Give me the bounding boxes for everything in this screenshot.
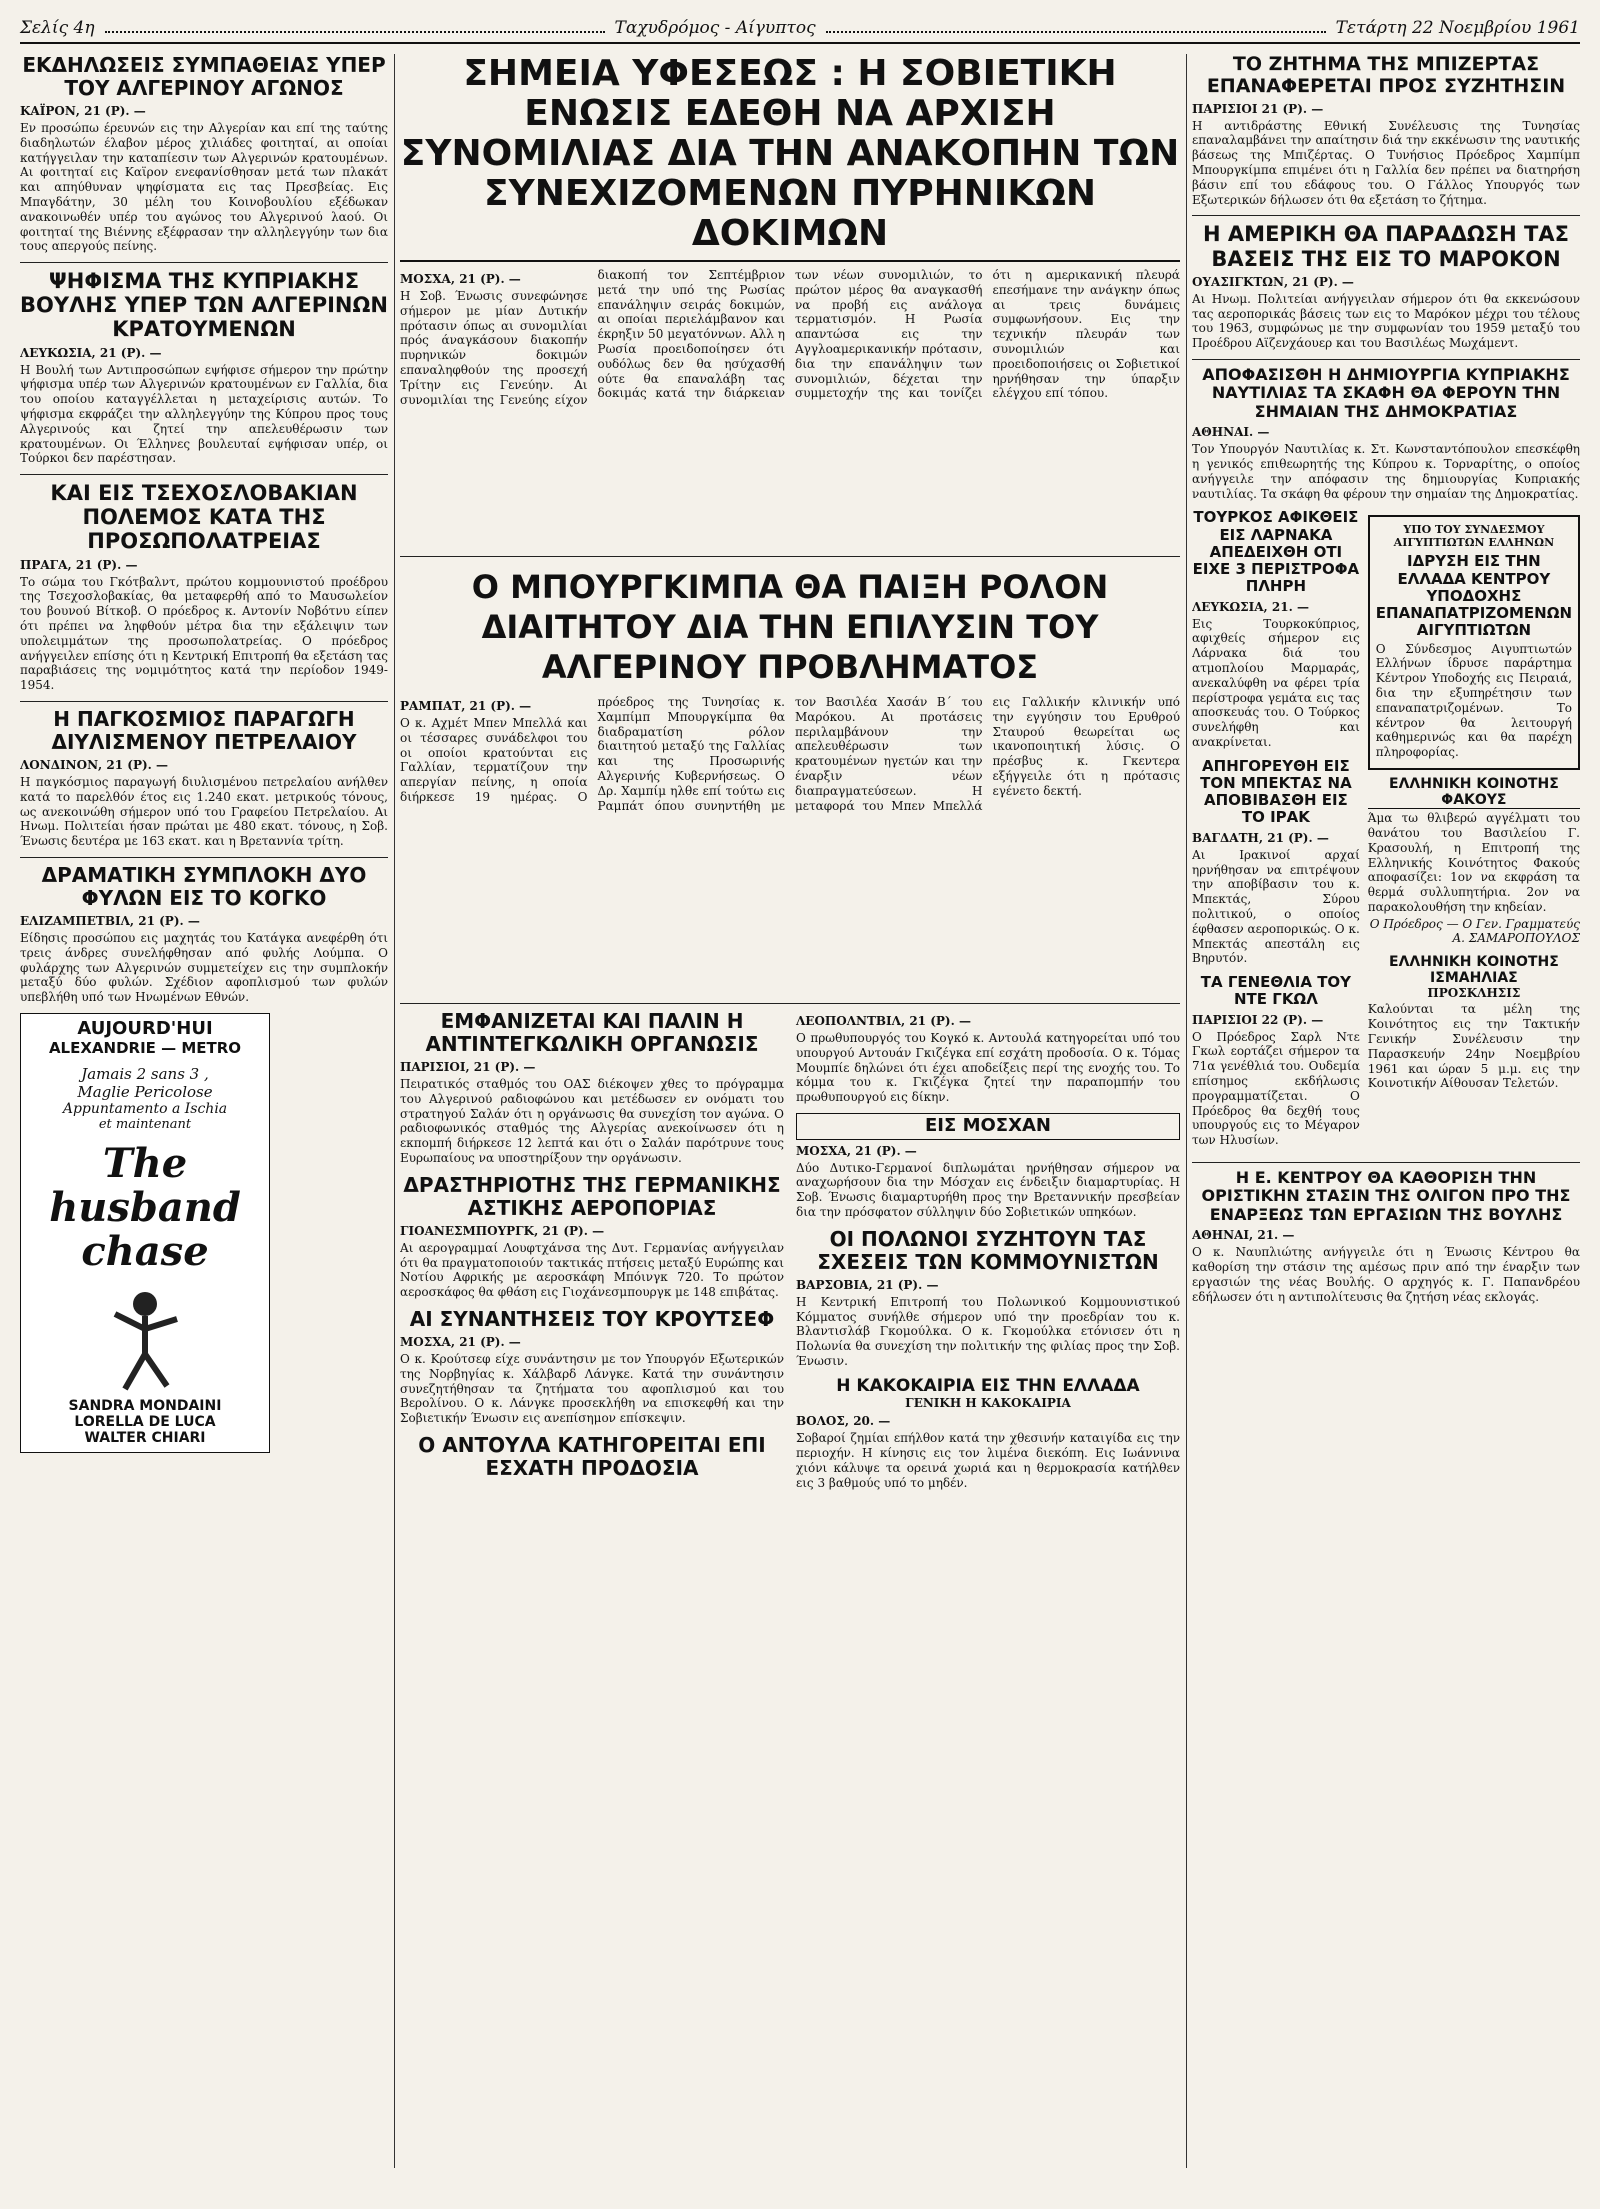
dateline: ΜΟΣΧΑ, 21 (Ρ). — <box>796 1143 917 1158</box>
dateline: ΑΘΗΝΑΙ. — <box>1192 425 1270 440</box>
article-body: Αι αερογραμμαί Λουφτχάνσα της Δυτ. Γερμανίας ανήγγειλαν ότι θα πραγματοποιούν τακτικάς πτήσεις μεταξύ Ευρώπης και Νοτίου Αφρικής με αεροσκάφη Μπόινγκ 720. Το πρώτον αεροσκάφος θα φθάση εις Γιοχάνεσμπουργκ με 148 επιβάτας. <box>400 1240 784 1300</box>
lower-articles <box>400 1010 1180 1491</box>
dateline: ΛΕΥΚΩΣΙΑ, 21. — <box>1192 599 1309 614</box>
main-headline: ΣΗΜΕΙΑ ΥΦΕΣΕΩΣ : Η ΣΟΒΙΕΤΙΚΗ ΕΝΩΣΙΣ ΕΔΕΘΗ ΝΑ ΑΡΧΙΣΗ ΣΥΝΟΜΙΛΙΑΣ ΔΙΑ ΤΗΝ ΑΝΑΚΟΠΗΝ ΤΩΝ ΣΥΝΕΧΙΖΟΜΕΝΩΝ ΠΥΡΗΝΙΚΩΝ ΔΟΚΙΜΩΝ <box>400 54 1180 262</box>
dateline: ΟΥΑΣΙΓΚΤΩΝ, 21 (Ρ). — <box>1192 274 1354 289</box>
notice-title: ΙΔΡΥΣΗ ΕΙΣ ΤΗΝ ΕΛΛΑΔΑ ΚΕΝΤΡΟΥ ΥΠΟΔΟΧΗΣ ΕΠΑΝΑΠΑΤΡΙΖΟΜΕΝΩΝ ΑΙΓΥΠΤΙΩΤΩΝ <box>1375 552 1572 640</box>
dateline: ΡΑΜΠΑΤ, 21 (Ρ). — <box>400 699 532 713</box>
dateline: ΛΟΝΔΙΝΟΝ, 21 (Ρ). — <box>20 757 169 772</box>
divider <box>1192 1162 1580 1163</box>
column-rule <box>1186 54 1187 2168</box>
article <box>400 1174 784 1300</box>
dateline: ΑΘΗΝΑΙ, 21. — <box>1192 1228 1295 1243</box>
article-title: Ο ΑΝΤΟΥΛΑ ΚΑΤΗΓΟΡΕΙΤΑΙ ΕΠΙ ΕΣΧΑΤΗ ΠΡΟΔΟΣΙΑ <box>418 1432 766 1480</box>
ad-film-title: The husband chase <box>49 1139 241 1275</box>
article-body: Ο πρωθυπουργός του Κογκό κ. Αντουλά κατηγορείται υπό του υπουργού Αντουάν Γκιζέγκα επί εσχάτη προδοσία. Ο κ. Τόμας Μουμπίε δηλώνει ότι έχει αποδείξεις περί της ενοχής του. Το κόμμα του κ. Γκιζέγκα ζητεί την παραπομπήν του πρωθυπουργού εις δίκην. <box>796 1031 1180 1105</box>
second-article <box>400 563 1180 995</box>
article <box>1192 1169 1580 1304</box>
article-body: Η αντιδράστης Εθνική Συνέλευσις της Τυνησίας επαναλαμβάνει την απαίτησιν διά την εκκένωσιν της ναυτικής βάσεως της Μπιζέρτας. Ο Τυνήσιος Πρόεδρος Χαμπίμπ Μπουργκίμπα επιμένει ότι η Γαλλία δεν πρέπει να διατηρήση βάσιν επί του εδάφους του. Ο Γάλλος Υπουργός των Εξωτερικών δήλωσεν ότι θα εξετάση το ζήτημα. <box>1192 118 1580 207</box>
article <box>1192 222 1580 350</box>
article-body: Το σώμα του Γκότβαλντ, πρώτου κομμουνιστού προέδρου της Τσεχοσλοβακίας, θα μεταφερθή από το Μαυσωλείον του βουνού Βίτκοβ. Ο πρόεδρος κ. Αντονίν Νοβότνυ είπεν ότι πρέπει να ληφθούν μέτρα δια την εξάλειψιν των υπολειμμάτων της προσωπολατρείας. Ο πρόεδρος ανήγγειλεν επίσης ότι η Κεντρική Επιτροπή θα εξετάση τας παραβιάσεις της νομιμότητος κατά την περίοδον 1949-1954. <box>20 574 388 693</box>
dateline: ΛΕΥΚΩΣΙΑ, 21 (Ρ). — <box>20 345 162 360</box>
subcolumn <box>1192 509 1360 1156</box>
notice <box>1368 954 1580 1091</box>
article <box>400 1308 784 1426</box>
cinema-advertisement <box>20 1013 270 1453</box>
column-2-3 <box>400 54 1180 2168</box>
masthead <box>20 18 1580 44</box>
article-body: Είδησις προσώπου εις μαχητάς του Κατάγκα ανεφέρθη ότι τρεις άνδρες συνελήφθησαν από φυλής Λούμπα. Ο φυλάρχης των Αλγερινών συμμετείχεν εις την συμπλοκήν μεταξύ δύο φυλών. Σχέδιον αφοπλισμού των φυλών υπεβλήθη υπό των Ηνωμένων Εθνών. <box>20 930 388 1005</box>
divider <box>1192 215 1580 216</box>
notice-title: ΕΛΛΗΝΙΚΗ ΚΟΙΝΟΤΗΣ ΦΑΚΟΥΣ <box>1368 776 1580 809</box>
column-rule <box>394 54 395 2168</box>
article-title: ΨΗΦΙΣΜΑ ΤΗΣ ΚΥΠΡΙΑΚΗΣ ΒΟΥΛΗΣ ΥΠΕΡ ΤΩΝ ΑΛΓΕΡΙΝΩΝ ΚΡΑΤΟΥΜΕΝΩΝ <box>20 269 388 342</box>
article-title: ΕΙΣ ΜΟΣΧΑΝ <box>796 1113 1180 1140</box>
article-title: ΔΡΑΜΑΤΙΚΗ ΣΥΜΠΛΟΚΗ ΔΥΟ ΦΥΛΩΝ ΕΙΣ ΤΟ ΚΟΓΚΟ <box>41 862 367 910</box>
notice-body: Καλούνται τα μέλη της Κοινότητος εις την Τακτικήν Γενικήν Συνέλευσιν την Παρασκευήν 24ην Νοεμβρίου 1961 και ώραν 5 μ.μ. εις την Κοινοτικήν Αίθουσαν Τελετών. <box>1367 1002 1580 1091</box>
article-body: Η Βουλή των Αντιπροσώπων εψήφισε σήμερον την πρώτην ψήφισμα υπέρ των Αλγερινών κρατουμένων εν Γαλλία, δια του οποίου καταγγέλλεται η μεταχείρισις αυτών. Το ψήφισμα εκφράζει την αλληλεγγύην της Κύπρου προς τους Αλγερινούς και ζητεί την απελευθέρωσιν των κρατουμένων. Οι Έλληνες βουλευταί εψήφισαν υπέρ, οι Τούρκοι δεν παρέστησαν. <box>20 362 388 466</box>
split-row <box>1192 509 1580 1156</box>
notice-header: ΥΠΟ ΤΟΥ ΣΥΝΔΕΣΜΟΥ ΑΙΓΥΠΤΙΩΤΩΝ ΕΛΛΗΝΩΝ <box>1393 523 1555 550</box>
dancer-illustration <box>85 1284 205 1394</box>
article-title: ΤΟ ΖΗΤΗΜΑ ΤΗΣ ΜΠΙΖΕΡΤΑΣ ΕΠΑΝΑΦΕΡΕΤΑΙ ΠΡΟΣ ΣΥΖΗΤΗΣΙΝ <box>1206 54 1566 97</box>
article-title: ΤΑ ΓΕΝΕΘΛΙΑ ΤΟΥ ΝΤΕ ΓΚΩΛ <box>1200 973 1352 1009</box>
main-article <box>400 54 1180 548</box>
article <box>1192 366 1580 501</box>
article-title: ΕΜΦΑΝΙΖΕΤΑΙ ΚΑΙ ΠΑΛΙΝ Η ΑΝΤΙΝΤΕΓΚΩΛΙΚΗ ΟΡΓΑΝΩΣΙΣ <box>425 1009 759 1056</box>
article <box>1192 54 1580 207</box>
article <box>796 1113 1180 1220</box>
divider <box>20 857 388 858</box>
article-body: Αι Ηνωμ. Πολιτείαι ανήγγειλαν σήμερον ότι θα εκκενώσουν τας αεροπορικάς βάσεις των εις το Μαρόκον μέχρι του τέλους του 1963, συμφώνως με την συμφωνίαν του 1959 μεταξύ του Προέδρου Αϊζενχάουερ και του Βασιλέως Μωχάμεντ. <box>1192 291 1580 351</box>
ad-cast: SANDRA MONDAINI <box>68 1397 222 1414</box>
article-title: ΑΙ ΣΥΝΑΝΤΗΣΕΙΣ ΤΟΥ ΚΡΟΥΤΣΕΦ <box>409 1306 775 1331</box>
article-body: Αι Ιρακινοί αρχαί ηρνήθησαν να επιτρέψουν την αποβίβασιν του κ. Μπεκτάς, Σύρου πολιτικού, ο οποίος έφθασεν αεροπορικώς. Ο κ. Μπεκτάς απεστάλη εις Βηρυτόν. <box>1192 847 1360 966</box>
article-title: ΔΡΑΣΤΗΡΙΟΤΗΣ ΤΗΣ ΓΕΡΜΑΝΙΚΗΣ ΑΣΤΙΚΗΣ ΑΕΡΟΠΟΡΙΑΣ <box>403 1172 781 1220</box>
notice-body: Ο Σύνδεσμος Αιγυπτιωτών Ελλήνων ίδρυσε παράρτημα Κέντρον Υποδοχής εις Πειραιά, δια την εξυπηρέτησιν των επαναπατριζομένων. Το κέντρον θα λειτουργή καθημερινώς και θα παρέχη πληροφορίας. <box>1375 641 1572 760</box>
ad-cast: LORELLA DE LUCA <box>74 1413 216 1430</box>
divider <box>20 262 388 263</box>
dateline: ΒΑΓΔΑΤΗ, 21 (Ρ). — <box>1192 830 1329 845</box>
divider <box>400 1003 1180 1004</box>
paper-name: Ταχυδρόμος - Αίγυπτος <box>614 18 816 38</box>
article-title: Η ΑΜΕΡΙΚΗ ΘΑ ΠΑΡΑΔΩΣΗ ΤΑΣ ΒΑΣΕΙΣ ΤΗΣ ΕΙΣ ΤΟ ΜΑΡΟΚΟΝ <box>1203 222 1569 271</box>
dateline: ΠΑΡΙΣΙΟΙ, 21 (Ρ). — <box>400 1060 536 1074</box>
article-title: ΤΟΥΡΚΟΣ ΑΦΙΚΘΕΙΣ ΕΙΣ ΛΑΡΝΑΚΑ ΑΠΕΔΕΙΧΘΗ ΟΤΙ ΕΙΧΕ 3 ΠΕΡΙΣΤΡΟΦΑ ΠΛΗΡΗ <box>1192 508 1360 596</box>
subcolumn <box>1368 509 1580 1156</box>
ad-cinema: ALEXANDRIE — METRO <box>48 1038 242 1057</box>
article-subtitle: ΓΕΝΙΚΗ Η ΚΑΚΟΚΑΙΡΙΑ <box>905 1396 1071 1411</box>
divider <box>400 556 1180 557</box>
article-body: Τον Υπουργόν Ναυτιλίας κ. Στ. Κωνσταντόπουλον επεσκέφθη η γενικός επιθεωρητής της Κύπρου κ. Τορναρίτης, ο οποίος ανήγγειλε την απόφασιν της δημιουργίας Κυπριακής ναυτιλίας. Τα σκάφη θα φέρουν την σημαίαν της Δημοκρατίας. <box>1192 442 1580 501</box>
article-body: Η Κεντρική Επιτροπή του Πολωνικού Κομμουνιστικού Κόμματος συνήλθε σήμερον υπό την προεδρίαν του κ. Βλαντισλάβ Γκομούλκα. Ο κ. Γκομούλκα ετόνισεν ότι η Πολωνία θα συνεχίση την πολιτικήν της φιλίας προς την Σοβ. Ένωσιν. <box>796 1294 1180 1369</box>
divider <box>105 23 605 33</box>
divider <box>1192 359 1580 360</box>
article <box>20 269 388 466</box>
dateline: ΓΙΟΑΝΕΣΜΠΟΥΡΓΚ, 21 (Ρ). — <box>400 1223 605 1238</box>
second-headline: Ο ΜΠΟΥΡΓΚΙΜΠΑ ΘΑ ΠΑΙΞΗ ΡΟΛΟΝ ΔΙΑΙΤΗΤΟΥ ΔΙΑ ΤΗΝ ΕΠΙΛΥΣΙΝ ΤΟΥ ΑΛΓΕΡΙΝΟΥ ΠΡΟΒΛΗΜΑΤΟΣ <box>471 568 1109 686</box>
article-body: Ο κ. Αχμέτ Μπεν Μπελλά και οι τέσσαρες συνάδελφοι του οι οποίοι κρατούνται εις Γαλλίαν, τερματίζουν την απεργίαν πείνης, η οποία διήρκεσε 19 ημέρας. Ο πρόεδρος της Τυνησίας κ. Χαμπίμπ Μπουργκίμπα θα διαδραματίση ρόλον διαιτητού μεταξύ της Γαλλίας και της Προσωρινής Αλγερινής Κυβερνήσεως. Ο Δρ. Χαμπίμ ηλθε επί τούτω εις Ραμπάτ όπου συνηντήθη με τον Βασιλέα Χασάν Β΄ του Μαρόκου. Αι προτάσεις περιλαμβάνουν την απελευθέρωσιν των κρατουμένων ηγετών και την έναρξιν νέων διαπραγματεύσεων. Η μεταφορά του Μπεν Μπελλά εις Γαλλικήν κλινικήν υπό την εγγύησιν του Ερυθρού Σταυρού θεωρείται ως ικανοποιητική λύσις. Ο πρέσβυς κ. Γκεντερα εξήγγειλε ότι η πρότασις εγένετο δεκτή. <box>400 695 1180 813</box>
article-body: Πειρατικός σταθμός του ΟΑΣ διέκοψεν χθες το πρόγραμμα του Αλγερινού ραδιοφώνου και μετέδωσεν εν ονόματι του στρατηγού Σαλάν ότι η οργάνωσις θα συνεχίση τον αγώνα. Ο ραδιοφωνικός σταθμός της Αλγερίας ανεκοίνωσεν ότι η εκπομπή διήρκεσε 12 λεπτά και ότι ο Σαλάν παρότρυνε τους Ευρωπαίους να υποστηρίξουν την οργάνωσιν. <box>400 1077 784 1165</box>
article-title: ΑΠΟΦΑΣΙΣΘΗ Η ΔΗΜΙΟΥΡΓΙΑ ΚΥΠΡΙΑΚΗΣ ΝΑΥΤΙΛΙΑΣ ΤΑ ΣΚΑΦΗ ΘΑ ΦΕΡΟΥΝ ΤΗΝ ΣΗΜΑΙΑΝ ΤΗΣ ΔΗΜΟΚΡΑΤΙΑΣ <box>1202 364 1570 421</box>
article-body: Ο κ. Κρούτσεφ είχε συνάντησιν με τον Υπουργόν Εξωτερικών της Νορβηγίας κ. Χάλβαρδ Λάνγκε. Κατά την συνάντησιν συνεζητήθησαν τα ζητήματα του αφοπλισμού και του Βερολίνου. Ο κ. Λάνγκε προσεκλήθη να επισκεφθή και την Σοβιετικήν Ένωσιν εις ανεπίσημον επίσκεψιν. <box>400 1351 784 1426</box>
article <box>20 54 388 254</box>
dateline: ΠΑΡΙΣΙΟΙ 22 (Ρ). — <box>1192 1012 1324 1027</box>
article <box>1192 974 1360 1148</box>
notice <box>1368 776 1580 946</box>
notice-box <box>1368 515 1580 770</box>
divider <box>20 474 388 475</box>
notice-signature: Ο Πρόεδρος — Ο Γεν. Γραμματεύς Α. ΣΑΜΑΡΟΠΟΥΛΟΣ <box>1369 916 1580 946</box>
dateline: ΠΡΑΓΑ, 21 (Ρ). — <box>20 557 138 572</box>
dateline: ΒΑΡΣΟΒΙΑ, 21 (Ρ). — <box>796 1277 939 1292</box>
dateline: ΛΕΟΠΟΛΝΤΒΙΛ, 21 (Ρ). — <box>796 1014 971 1028</box>
article-title: ΟΙ ΠΟΛΩΝΟΙ ΣΥΖΗΤΟΥΝ ΤΑΣ ΣΧΕΣΕΙΣ ΤΩΝ ΚΟΜΜΟΥΝΙΣΤΩΝ <box>817 1226 1159 1274</box>
article <box>400 1010 784 1166</box>
dateline: ΕΛΙΖΑΜΠΕΤΒΙΛ, 21 (Ρ). — <box>20 913 200 928</box>
article-body: Σοβαροί ζημίαι επήλθον κατά την χθεσινήν καταιγίδα εις την περιοχήν. Η κίνησις εις τον λιμένα διεκόπη. Εις Ιωάννινα χιόνι κάλυψε τα ορεινά χωριά και η θερμοκρασία κατήλθεν εις 3 βαθμούς υπό το μηδέν. <box>796 1431 1180 1490</box>
article <box>1192 509 1360 749</box>
ad-line: Jamais 2 sans 3 , <box>81 1064 209 1083</box>
dateline: ΚΑΪΡΟΝ, 21 (Ρ). — <box>20 104 146 118</box>
article-body: Η Σοβ. Ένωσις συνεφώνησε σήμερον με μίαν Δυτικήν πρότασιν όπως αι συνομιλίαι πρός άναγκάσουν διακοπήν πυρηνικών δοκιμών επαναληφθούν της προσεχή Τρίτην εις Γενεύην. Αι συνομιλίαι της Γενεύης είχον διακοπή τον Σεπτέμβριον μετά την υπό της Ρωσίας επανάληψιν σειράς δοκιμών, αι οποίαι περιελάμβανον και έκρηξιν 50 μεγατόννων. Αλλ η Ρωσία προειδοποίησεν ότι ουδόλως δεν θα ησύχασθή ούτε θα επαναλάβη τας δοκιμάς κατά την διάρκειαν των νέων συνομιλιών, το πρώτον μέρος θα αναγκασθή να προβή εις ανάλογα τερματισμόν. Η Ρωσία απαντώσα εις την Αγγλοαμερικανικήν πρότασιν, δια την επανάληψιν των συνομιλιών, δέχεται την συμμετοχήν της και τονίζει ότι η αμερικανική πλευρά επεσήμανε την ανάγκην όπως αι τρεις δυνάμεις συμφωνήσουν. Εις την τεχνικήν πλευράν των συνομιλιών και προειδοποιήσεις οι Σοβιετικοί ηρνήθησαν την ύπαρξιν ελέγχου επί τόπου. <box>400 268 1180 407</box>
ad-title: AUJOURD'HUI <box>77 1017 213 1039</box>
column-1 <box>20 54 388 2168</box>
notice-title: ΕΛΛΗΝΙΚΗ ΚΟΙΝΟΤΗΣ ΙΣΜΑΗΛΙΑΣ <box>1389 954 1559 987</box>
article-title: ΑΠΗΓΟΡΕΥΘΗ ΕΙΣ ΤΟΝ ΜΠΕΚΤΑΣ ΝΑ ΑΠΟΒΙΒΑΣΘΗ ΕΙΣ ΤΟ ΙΡΑΚ <box>1200 756 1352 827</box>
article <box>20 864 388 1005</box>
dateline: ΜΟΣΧΑ, 21 (Ρ). — <box>400 1334 521 1349</box>
page-number: Σελίς 4η <box>20 18 95 38</box>
dateline: ΒΟΛΟΣ, 20. — <box>796 1414 891 1429</box>
article-body: Δύο Δυτικο-Γερμανοί διπλωμάται ηρνήθησαν σήμερον να αναχωρήσουν δια την Μόσχαν εις ένδειξιν διαμαρτυρίας. Η Σοβ. Ένωσις διαμαρτυρήθη προς την Βρεταννικήν πρεσβείαν δια την πρόσφατον σύλληψιν δύο Σοβιετικών υπηκόων. <box>796 1160 1180 1220</box>
article-title: ΚΑΙ ΕΙΣ ΤΣΕΧΟΣΛΟΒΑΚΙΑΝ ΠΟΛΕΜΟΣ ΚΑΤΑ ΤΗΣ ΠΡΟΣΩΠΟΛΑΤΡΕΙΑΣ <box>50 481 358 554</box>
ad-line: Maglie Pericolose <box>77 1082 213 1101</box>
article <box>1192 758 1360 966</box>
article-body: Ο Πρόεδρος Σαρλ Ντε Γκωλ εορτάζει σήμερον τα 71α γενέθλιά του. Ουδεμία επίσημος εκδήλωσις προγραμματίζεται. Ο Πρόεδρος θα δεχθή τους υπουργούς εις το Μέγαρον των Ηλυσίων. <box>1192 1029 1360 1148</box>
article <box>20 481 388 693</box>
article <box>796 1228 1180 1369</box>
ad-line: et maintenant <box>98 1116 192 1132</box>
article <box>796 1377 1180 1491</box>
dateline: ΠΑΡΙΣΙΟΙ 21 (Ρ). — <box>1192 101 1324 116</box>
notice-subtitle: ΠΡΟΣΚΛΗΣΙΣ <box>1427 986 1521 1001</box>
article-body: Εις Τουρκοκύπριος, αφιχθείς σήμερον εις Λάρνακα διά του ατμοπλοίου Μαρμαράς, ανεκαλύφθη να φέρει τρία περίστροφα γεμάτα εις τας αποσκευάς του. Ο Τούρκος συνελήφθη και ανακρίνεται. <box>1192 616 1360 749</box>
column-4 <box>1192 54 1580 2168</box>
notice-body: Άμα τω θλιβερώ αγγέλματι του θανάτου του Βασιλείου Γ. Κρασουλή, η Επιτροπή της Ελληνικής Κοινότητος Φακούς αποφασίζει: 1ον να εκφράση τα θερμά συλλυπητήρια. 2ον να παρακολουθήση την κηδείαν. <box>1367 811 1580 914</box>
article-title: Η ΚΑΚΟΚΑΙΡΙΑ ΕΙΣ ΤΗΝ ΕΛΛΑΔΑ <box>836 1375 1140 1396</box>
article-body: Εν προσώπω έρευνών εις την Αλγερίαν και επί της ταύτης διαδηλωτών έλαβον μέρος χιλιάδες φοιτηταί, αι οποίαι κατήγγειλαν την καταπίεσιν των Αλγερινών κρατουμένων. Αι φοιτηταί εις Καϊρον ενεφανίσθησαν μετά των πλακάτ και απηύθυναν ψηφίσματα εις τας Πρεσβείας. Εις Μπαγδάτην, 30 μέλη του Κοινοβουλίου εξέδωκαν ανακοινωθέν υπέρ του αγώνος του Αλγερινού λαού. Οι φοιτηταί της Βιέννης εξέφρασαν την αλληλεγγύην των δια τους απεργούς πείνης. <box>20 121 388 254</box>
divider <box>826 23 1326 33</box>
divider <box>20 701 388 702</box>
issue-date: Τετάρτη 22 Νοεμβρίου 1961 <box>1335 18 1580 38</box>
article-title: ΕΚΔΗΛΩΣΕΙΣ ΣΥΜΠΑΘΕΙΑΣ ΥΠΕΡ ΤΟΥ ΑΛΓΕΡΙΝΟΥ ΑΓΩΝΟΣ <box>22 54 386 100</box>
dateline: ΜΟΣΧΑ, 21 (Ρ). — <box>400 272 521 286</box>
ad-cast: WALTER CHIARI <box>84 1429 206 1446</box>
article-title: Η Ε. ΚΕΝΤΡΟΥ ΘΑ ΚΑΘΟΡΙΣΗ ΤΗΝ ΟΡΙΣΤΙΚΗΝ ΣΤΑΣΙΝ ΤΗΣ ΟΛΙΓΟΝ ΠΡΟ ΤΗΣ ΕΝΑΡΞΕΩΣ ΤΩΝ ΕΡΓΑΣΙΩΝ ΤΗΣ ΒΟΥΛΗΣ <box>1201 1167 1571 1224</box>
ad-line: Appuntamento a Ischia <box>62 1100 228 1117</box>
article-body: Η παγκόσμιος παραγωγή διυλισμένου πετρελαίου ανήλθεν κατά το παρελθόν έτος εις 1.240 εκατ. μετρικούς τόνους, ως ανεκοινώθη σήμερον υπό του Γραφείου Πετρελαίου. Αι Ηνωμ. Πολιτείαι ήσαν πρώται με 480 εκατ. τόνους, η Σοβ. Ένωσις δευτέρα με 163 εκατ. και η Βρεταννία τρίτη. <box>20 774 388 849</box>
article-body: Ο κ. Ναυπλιώτης ανήγγειλε ότι η Ένωσις Κέντρου θα καθορίση την στάσιν της αμέσως πριν από την έναρξιν των εργασιών της νέας Βουλής. Ο αρχηγός κ. Γ. Παπανδρέου εδήλωσεν ότι η αντιπολίτευσις θα ζητήση νέας εκλογάς. <box>1192 1245 1580 1304</box>
article <box>20 708 388 849</box>
article-title: Η ΠΑΓΚΟΣΜΙΟΣ ΠΑΡΑΓΩΓΗ ΔΙΥΛΙΣΜΕΝΟΥ ΠΕΤΡΕΛΑΙΟΥ <box>51 706 357 754</box>
